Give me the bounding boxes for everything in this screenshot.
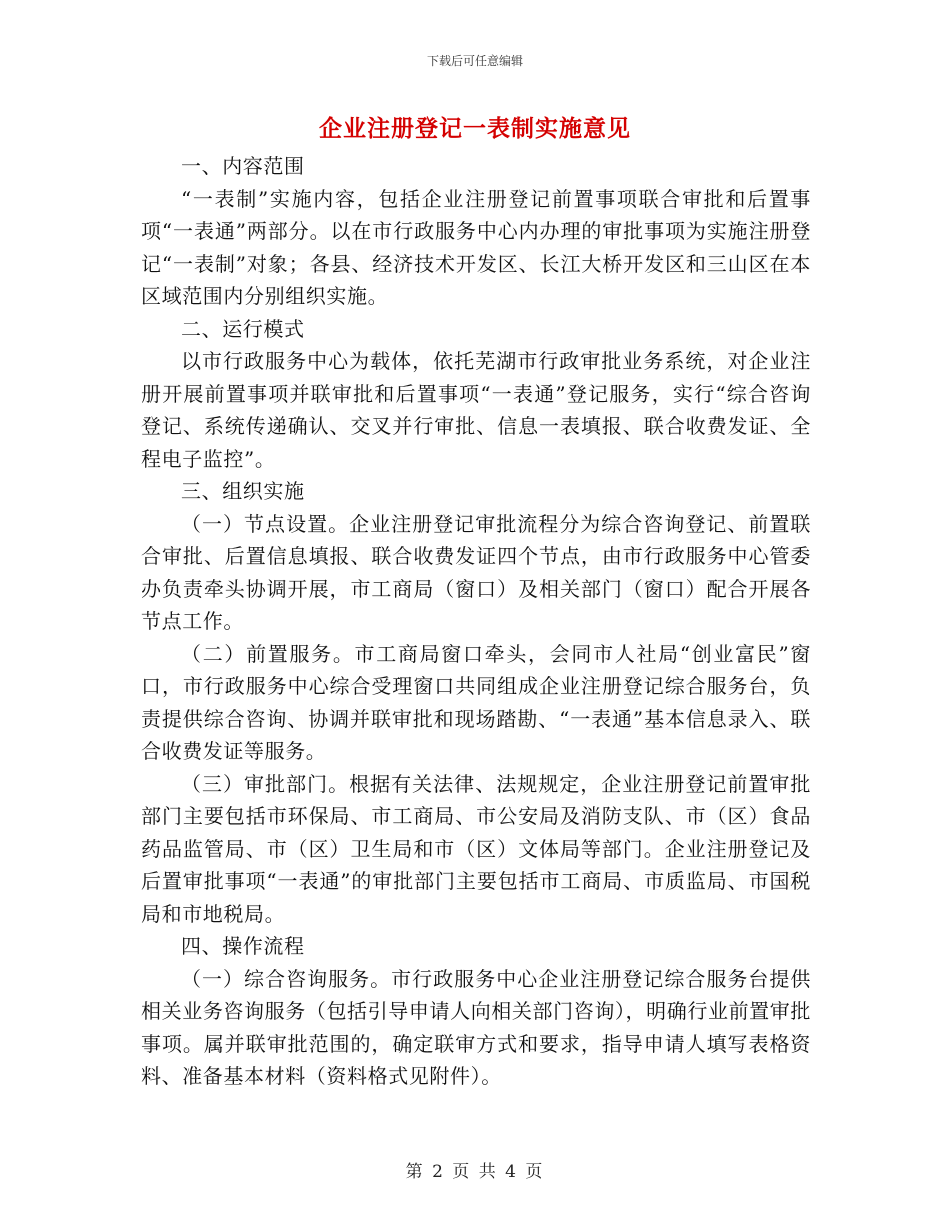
- paragraph-scope: “一表制”实施内容，包括企业注册登记前置事项联合审批和后置事项“一表通”两部分。以在市行政服务中心内办理的审批事项为实施注册登记“一表制”对象；各县、经济技术开发区、长江大桥开发区和三山区在本区域范围内分别组织实施。: [141, 186, 811, 308]
- paragraph-consulting-service: （一）综合咨询服务。市行政服务中心企业注册登记综合服务台提供相关业务咨询服务（包括引导申请人向相关部门咨询），明确行业前置审批事项。属并联审批范围的，确定联审方式和要求，指导申请人填写表格资料、准备基本材料（资料格式见附件）。: [141, 966, 811, 1088]
- page-number: 第 2 页 共 4 页: [405, 1162, 545, 1182]
- document-body: [141, 150, 811, 1093]
- paragraph-mode: 以市行政服务中心为载体，依托芜湖市行政审批业务系统，对企业注册开展前置事项并联审批和后置事项“一表通”登记服务，实行“综合咨询登记、系统传递确认、交叉并行审批、信息一表填报、联合收费发证、全程电子监控”。: [141, 349, 811, 471]
- paragraph-node-setup: （一）节点设置。企业注册登记审批流程分为综合咨询登记、前置联合审批、后置信息填报、联合收费发证四个节点，由市行政服务中心管委办负责牵头协调开展，市工商局（窗口）及相关部门（窗口）配合开展各节点工作。: [141, 511, 811, 633]
- document-title: 企业注册登记一表制实施意见: [319, 115, 631, 142]
- header-note: 下载后可任意编辑: [426, 54, 523, 68]
- section-heading-mode: 二、运行模式: [181, 316, 305, 341]
- section-heading-scope: 一、内容范围: [181, 154, 305, 178]
- section-heading-organization: 三、组织实施: [181, 479, 305, 503]
- paragraph-pre-service: （二）前置服务。市工商局窗口牵头，会同市人社局“创业富民”窗口，市行政服务中心综合受理窗口共同组成企业注册登记综合服务台，负责提供综合咨询、协调并联审批和现场踏勘、“一表通”基本信息录入、联合收费发证等服务。: [141, 641, 811, 763]
- paragraph-approval-departments: （三）审批部门。根据有关法律、法规规定，企业注册登记前置审批部门主要包括市环保局、市工商局、市公安局及消防支队、市（区）食品药品监管局、市（区）卫生局和市（区）文体局等部门。企业注册登记及后置审批事项“一表通”的审批部门主要包括市工商局、市质监局、市国税局和市地税局。: [141, 771, 811, 926]
- section-heading-process: 四、操作流程: [181, 934, 305, 958]
